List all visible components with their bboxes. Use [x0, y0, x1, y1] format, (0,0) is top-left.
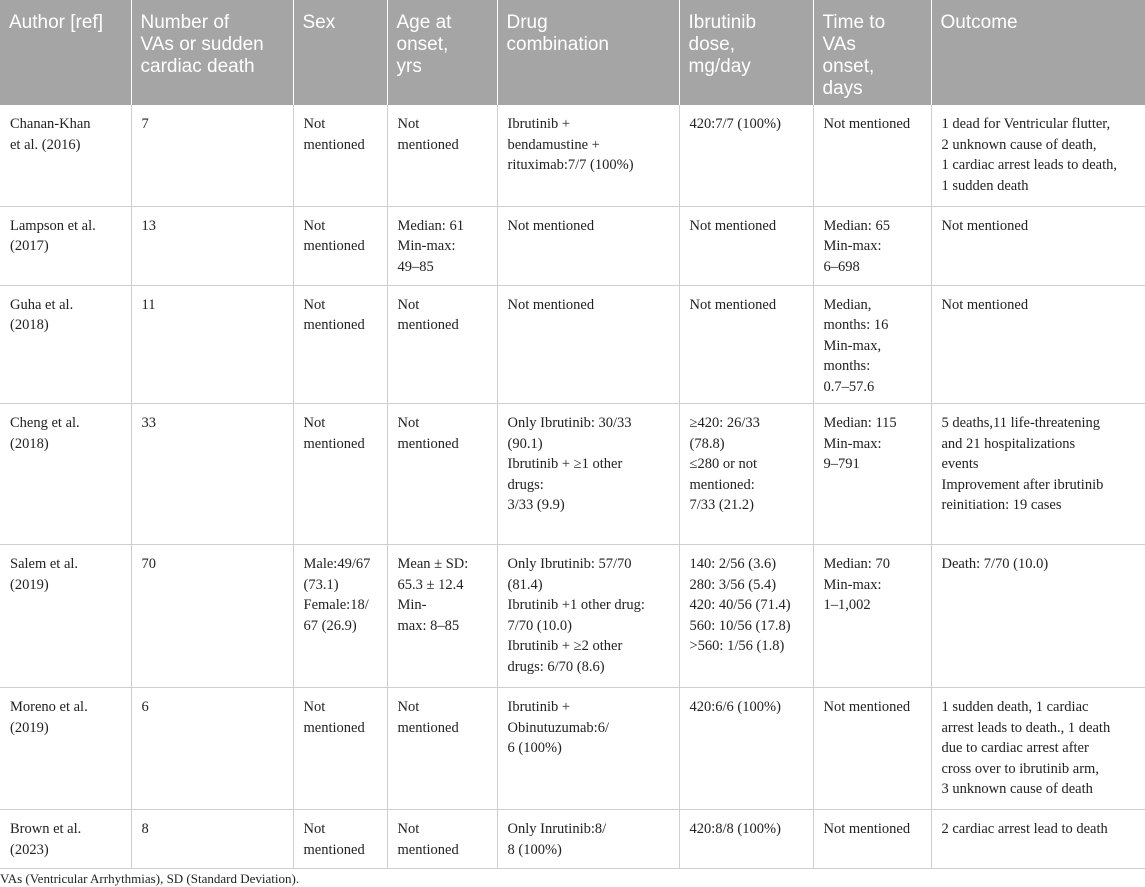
drug-combination-header — [497, 0, 679, 105]
cell-text-line: Not — [303, 821, 326, 837]
header-text-line: Number of — [140, 12, 230, 33]
cell-text-line: Min-max: — [397, 238, 456, 254]
table-header — [0, 0, 1145, 105]
vas-count-cell — [131, 810, 293, 869]
cell-text-line: max: 8–85 — [397, 617, 460, 634]
cell-text-line: Ibrutinib + ≥1 other — [507, 456, 623, 472]
cell-text-line: 11 — [141, 296, 156, 313]
cell-text-line: 280: 3/56 (5.4) — [689, 576, 777, 593]
cell-text-line: Obinutuzumab:6/ — [507, 719, 609, 736]
header-text-line: Sex — [302, 12, 336, 33]
age-cell — [387, 285, 497, 404]
sex-cell — [293, 545, 387, 688]
cell-text-line: mentioned: — [689, 476, 755, 493]
time-to-onset-cell — [813, 810, 931, 869]
cell-text-line: mentioned — [397, 841, 459, 858]
sex-cell — [293, 285, 387, 404]
cell-text-line: ≥420: 26/33 — [689, 415, 760, 431]
cell-text-line: events — [941, 456, 979, 472]
cell-text-line: 1–1,002 — [823, 597, 871, 613]
cell-text-line: 420: 40/56 (71.4) — [689, 597, 791, 613]
vas-count-cell — [131, 545, 293, 688]
cell-text-line: due to cardiac arrest after — [941, 740, 1089, 756]
table-row — [0, 810, 1145, 869]
author-cell — [0, 105, 131, 206]
cell-text-line: 2 cardiac arrest lead to death — [941, 821, 1108, 837]
cell-text-line: Min-max: — [823, 238, 882, 254]
cell-text-line: mentioned — [397, 435, 459, 452]
cell-text-line: 65.3 ± 12.4 — [397, 576, 464, 593]
author-cell — [0, 285, 131, 404]
cell-text-line: Not mentioned — [823, 116, 911, 132]
cell-text-line: Mean ± SD: — [397, 556, 469, 572]
cell-text-line: Ibrutinib + — [507, 699, 571, 715]
time-to-onset-cell — [813, 206, 931, 285]
sex-cell — [293, 206, 387, 285]
cell-text-line: drugs: 6/70 (8.6) — [507, 658, 605, 675]
header-row — [0, 0, 1145, 105]
header-text-line: VAs — [822, 34, 856, 55]
dose-header — [679, 0, 813, 105]
cell-text-line: and 21 hospitalizations — [941, 435, 1076, 452]
cell-text-line: (2018) — [10, 435, 49, 452]
cell-text-line: Brown et al. — [10, 821, 82, 837]
dose-cell — [679, 285, 813, 404]
cell-text-line: (90.1) — [507, 435, 543, 452]
cell-text-line: 13 — [141, 217, 156, 234]
author-header — [0, 0, 131, 105]
table-body — [0, 105, 1145, 869]
cell-text-line: (2019) — [10, 719, 49, 736]
table-row — [0, 285, 1145, 404]
cell-text-line: 0.7–57.6 — [823, 378, 875, 395]
header-text-line: Author [ref] — [9, 12, 103, 33]
author-cell — [0, 688, 131, 810]
age-header — [387, 0, 497, 105]
time-to-onset-cell — [813, 545, 931, 688]
outcome-cell — [931, 404, 1145, 545]
cell-text-line: Ibrutinib + ≥2 other — [507, 638, 623, 654]
dose-cell — [679, 688, 813, 810]
drug-combination-cell — [497, 206, 679, 285]
time-to-onset-cell — [813, 404, 931, 545]
header-text-line: combination — [506, 34, 609, 55]
cell-text-line: Death: 7/70 (10.0) — [941, 556, 1049, 572]
cell-text-line: Not — [397, 415, 420, 431]
outcome-header — [931, 0, 1145, 105]
cell-text-line: mentioned — [397, 719, 459, 736]
vas-count-cell — [131, 688, 293, 810]
cell-text-line: Median, — [823, 296, 872, 313]
outcome-cell — [931, 285, 1145, 404]
drug-combination-cell — [497, 545, 679, 688]
author-cell — [0, 545, 131, 688]
cell-text-line: 420:7/7 (100%) — [689, 116, 781, 132]
drug-combination-cell — [497, 688, 679, 810]
cell-text-line: et al. (2016) — [10, 136, 81, 153]
cell-text-line: 6 — [141, 699, 149, 715]
cell-text-line: Female:18/ — [303, 597, 369, 613]
dose-cell — [679, 545, 813, 688]
cell-text-line: Min-max, — [823, 337, 882, 354]
cell-text-line: mentioned — [303, 841, 365, 858]
cell-text-line: 3/33 (9.9) — [507, 497, 565, 513]
cell-text-line: Male:49/67 — [303, 556, 371, 572]
outcome-cell — [931, 206, 1145, 285]
cell-text-line: Chanan-Khan — [10, 116, 91, 132]
cell-text-line: 2 unknown cause of death, — [941, 136, 1097, 153]
cell-text-line: Not mentioned — [689, 217, 777, 234]
drug-combination-cell — [497, 285, 679, 404]
vas-count-header — [131, 0, 293, 105]
cell-text-line: mentioned — [303, 136, 365, 153]
author-cell — [0, 810, 131, 869]
header-text-line: VAs or sudden — [140, 34, 264, 55]
cell-text-line: months: — [823, 358, 871, 374]
cell-text-line: 560: 10/56 (17.8) — [689, 617, 791, 634]
cell-text-line: bendamustine + — [507, 136, 600, 153]
drug-combination-cell — [497, 810, 679, 869]
cell-text-line: Not mentioned — [941, 217, 1029, 234]
cell-text-line: 420:6/6 (100%) — [689, 699, 781, 715]
cell-text-line: 67 (26.9) — [303, 617, 357, 634]
table-row — [0, 688, 1145, 810]
cell-text-line: (2019) — [10, 576, 49, 593]
cell-text-line: >560: 1/56 (1.8) — [689, 638, 785, 654]
cell-text-line: 70 — [141, 556, 156, 572]
table-row — [0, 404, 1145, 545]
cell-text-line: Only Inrutinib:8/ — [507, 821, 607, 837]
cell-text-line: (78.8) — [689, 435, 725, 452]
header-text-line: Age at — [396, 12, 452, 33]
outcome-cell — [931, 810, 1145, 869]
cell-text-line: Not — [397, 821, 420, 837]
cell-text-line: Not mentioned — [507, 296, 595, 313]
cell-text-line: 1 sudden death — [941, 177, 1029, 194]
cell-text-line: Not — [397, 699, 420, 715]
cell-text-line: 1 sudden death, 1 cardiac — [941, 699, 1089, 715]
cell-text-line: Median: 70 — [823, 556, 890, 572]
dose-cell — [679, 105, 813, 206]
cell-text-line: mentioned — [303, 317, 365, 333]
cell-text-line: (73.1) — [303, 576, 339, 593]
cell-text-line: 7/33 (21.2) — [689, 497, 754, 513]
sex-header — [293, 0, 387, 105]
cell-text-line: drugs: — [507, 476, 544, 493]
cell-text-line: Moreno et al. — [10, 699, 88, 715]
age-cell — [387, 545, 497, 688]
header-text-line: Ibrutinib — [688, 12, 757, 33]
cell-text-line: 8 (100%) — [507, 841, 562, 858]
cell-text-line: ≤280 or not — [689, 456, 758, 472]
cell-text-line: Not — [303, 699, 326, 715]
cell-text-line: Only Ibrutinib: 57/70 — [507, 556, 632, 572]
dose-cell — [679, 810, 813, 869]
cell-text-line: Guha et al. — [10, 296, 74, 313]
cell-text-line: Not mentioned — [507, 217, 595, 234]
cell-text-line: 9–791 — [823, 456, 860, 472]
cell-text-line: Median: 65 — [823, 217, 890, 234]
header-text-line: days — [822, 78, 863, 99]
cell-text-line: 6–698 — [823, 258, 860, 275]
outcome-cell — [931, 105, 1145, 206]
cell-text-line: Ibrutinib +1 other drug: — [507, 597, 645, 613]
cell-text-line: cross over to ibrutinib arm, — [941, 760, 1099, 777]
sex-cell — [293, 810, 387, 869]
header-text-line: Drug — [506, 12, 548, 33]
header-text-line: cardiac death — [140, 56, 255, 77]
header-text-line: onset, — [822, 56, 875, 77]
vas-count-cell — [131, 404, 293, 545]
cell-text-line: Not — [303, 116, 326, 132]
cell-text-line: Not mentioned — [941, 296, 1029, 313]
cell-text-line: Not — [303, 296, 326, 313]
cell-text-line: mentioned — [303, 238, 365, 254]
cell-text-line: Min-max: — [823, 576, 882, 593]
outcome-cell — [931, 688, 1145, 810]
cell-text-line: 1 dead for Ventricular flutter, — [941, 116, 1111, 132]
cell-text-line: 33 — [141, 415, 156, 431]
cell-text-line: mentioned — [303, 435, 365, 452]
cell-text-line: Ibrutinib + — [507, 116, 571, 132]
cell-text-line: months: 16 — [823, 317, 889, 333]
cell-text-line: Not — [303, 415, 326, 431]
author-cell — [0, 404, 131, 545]
table-row — [0, 545, 1145, 688]
cell-text-line: mentioned — [397, 136, 459, 153]
vas-count-cell — [131, 206, 293, 285]
header-text-line: yrs — [396, 56, 422, 77]
drug-combination-cell — [497, 404, 679, 545]
cell-text-line: mentioned — [397, 317, 459, 333]
cell-text-line: Not mentioned — [823, 821, 911, 837]
vas-count-cell — [131, 105, 293, 206]
cell-text-line: 7/70 (10.0) — [507, 617, 572, 634]
cell-text-line: arrest leads to death., 1 death — [941, 719, 1111, 736]
cell-text-line: Not mentioned — [689, 296, 777, 313]
dose-cell — [679, 404, 813, 545]
cell-text-line: 8 — [141, 821, 149, 837]
cell-text-line: Min-max: — [823, 435, 882, 452]
vas-count-cell — [131, 285, 293, 404]
age-cell — [387, 688, 497, 810]
time-to-onset-cell — [813, 105, 931, 206]
cell-text-line: Min- — [397, 597, 427, 613]
cell-text-line: Lampson et al. — [10, 217, 96, 234]
cell-text-line: Cheng et al. — [10, 415, 80, 431]
header-text-line: onset, — [396, 34, 449, 55]
cell-text-line: 5 deaths,11 life-threatening — [941, 415, 1101, 431]
cell-text-line: 1 cardiac arrest leads to death, — [941, 157, 1118, 173]
drug-combination-cell — [497, 105, 679, 206]
dose-cell — [679, 206, 813, 285]
sex-cell — [293, 404, 387, 545]
time-to-onset-header — [813, 0, 931, 105]
sex-cell — [293, 688, 387, 810]
cell-text-line: 140: 2/56 (3.6) — [689, 556, 777, 572]
cell-text-line: 420:8/8 (100%) — [689, 821, 781, 837]
table-footnote: VAs (Ventricular Arrhythmias), SD (Standard Deviation). — [0, 871, 300, 886]
cell-text-line: Improvement after ibrutinib — [941, 476, 1104, 493]
cell-text-line: Not — [303, 217, 326, 234]
table-row — [0, 105, 1145, 206]
header-text-line: Outcome — [940, 12, 1018, 33]
outcome-cell — [931, 545, 1145, 688]
cell-text-line: 6 (100%) — [507, 740, 562, 756]
cell-text-line: (2023) — [10, 841, 49, 858]
cell-text-line: Not mentioned — [823, 699, 911, 715]
cell-text-line: Only Ibrutinib: 30/33 — [507, 415, 632, 431]
cell-text-line: 49–85 — [397, 258, 434, 275]
cell-text-line: Salem et al. — [10, 556, 79, 572]
header-text-line: Time to — [822, 12, 886, 33]
cell-text-line: (2018) — [10, 317, 49, 333]
cell-text-line: 3 unknown cause of death — [941, 781, 1093, 797]
time-to-onset-cell — [813, 285, 931, 404]
cell-text-line: mentioned — [303, 719, 365, 736]
cell-text-line: 7 — [141, 116, 149, 132]
header-text-line: mg/day — [688, 56, 751, 77]
author-cell — [0, 206, 131, 285]
time-to-onset-cell — [813, 688, 931, 810]
age-cell — [387, 105, 497, 206]
cell-text-line: (2017) — [10, 238, 49, 254]
cell-text-line: Not — [397, 116, 420, 132]
cell-text-line: Not — [397, 296, 420, 313]
cell-text-line: (81.4) — [507, 576, 543, 593]
age-cell — [387, 810, 497, 869]
cell-text-line: Median: 115 — [823, 415, 897, 431]
cell-text-line: rituximab:7/7 (100%) — [507, 157, 634, 173]
age-cell — [387, 206, 497, 285]
age-cell — [387, 404, 497, 545]
sex-cell — [293, 105, 387, 206]
cell-text-line: reinitiation: 19 cases — [941, 497, 1062, 513]
table-row — [0, 206, 1145, 285]
header-text-line: dose, — [688, 34, 735, 55]
cell-text-line: Median: 61 — [397, 217, 464, 234]
